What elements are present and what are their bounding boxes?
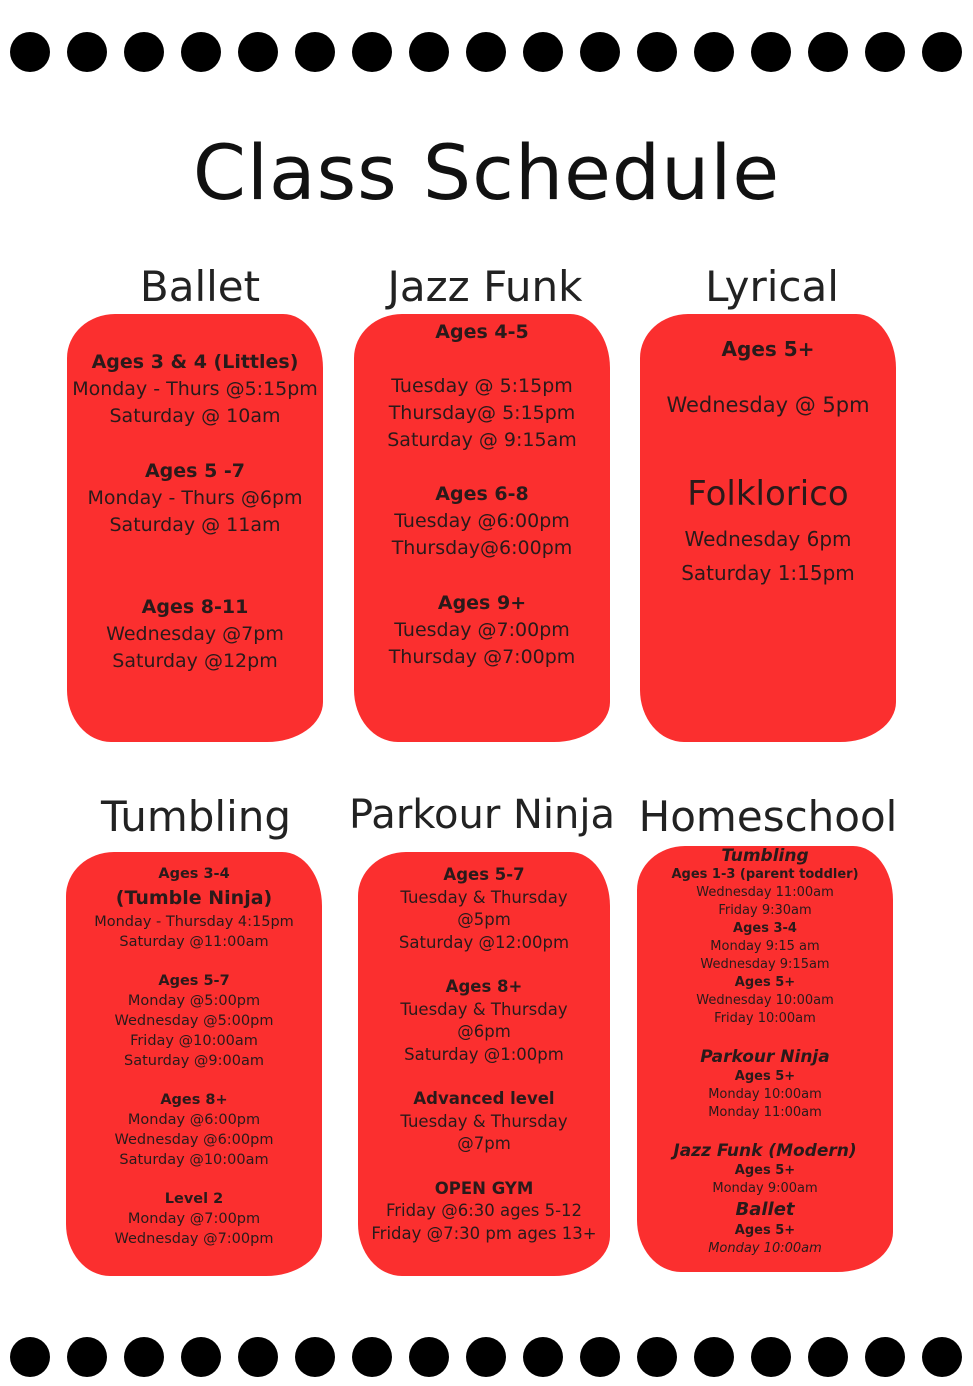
tumbling-age-group: Ages 3-4 bbox=[158, 866, 230, 882]
heading-tumbling: Tumbling bbox=[100, 792, 292, 841]
homeschool-age-group: Ages 1-3 (parent toddler) bbox=[671, 867, 859, 882]
homeschool-time: Monday 10:00am bbox=[708, 1241, 822, 1256]
decorative-dot bbox=[694, 1337, 734, 1377]
ballet-time: Saturday @12pm bbox=[112, 650, 278, 672]
parkour-level: Advanced level bbox=[413, 1089, 555, 1108]
decorative-dot bbox=[523, 32, 563, 72]
page-title: Class Schedule bbox=[192, 128, 781, 217]
tumbling-time: Saturday @10:00am bbox=[119, 1152, 269, 1168]
homeschool-time: Wednesday 11:00am bbox=[696, 885, 834, 900]
decorative-dot bbox=[865, 1337, 905, 1377]
tumbling-time: Wednesday @5:00pm bbox=[114, 1013, 274, 1029]
decorative-dot bbox=[808, 1337, 848, 1377]
parkour-age-group: Ages 8+ bbox=[445, 977, 523, 996]
decorative-dot bbox=[466, 1337, 506, 1377]
jazz-funk-time: Thursday @7:00pm bbox=[388, 646, 576, 668]
homeschool-time: Monday 10:00am bbox=[708, 1087, 822, 1102]
homeschool-time: Friday 9:30am bbox=[718, 903, 812, 918]
homeschool-age-group: Ages 5+ bbox=[734, 1069, 796, 1084]
homeschool-class-tumbling: Tumbling bbox=[721, 846, 809, 866]
homeschool-time: Monday 11:00am bbox=[708, 1105, 822, 1120]
decorative-dot bbox=[637, 1337, 677, 1377]
top-dot-border bbox=[0, 32, 973, 72]
homeschool-time: Friday 10:00am bbox=[714, 1011, 816, 1026]
decorative-dot bbox=[637, 32, 677, 72]
ballet-age-group: Ages 3 & 4 (Littles) bbox=[91, 351, 299, 373]
parkour-time: Saturday @1:00pm bbox=[404, 1044, 564, 1064]
decorative-dot bbox=[808, 32, 848, 72]
jazz-funk-age-group: Ages 6-8 bbox=[435, 483, 529, 505]
tumbling-time: Monday - Thursday 4:15pm bbox=[94, 914, 294, 930]
decorative-dot bbox=[409, 32, 449, 72]
tumbling-level: Level 2 bbox=[164, 1191, 224, 1207]
jazz-funk-age-group: Ages 4-5 bbox=[435, 321, 529, 343]
decorative-dot bbox=[181, 1337, 221, 1377]
decorative-dot bbox=[922, 32, 962, 72]
ballet-time: Saturday @ 11am bbox=[109, 514, 281, 536]
folklorico-time: Wednesday 6pm bbox=[684, 527, 852, 551]
decorative-dot bbox=[580, 1337, 620, 1377]
homeschool-age-group: Ages 3-4 bbox=[733, 921, 797, 936]
decorative-dot bbox=[580, 32, 620, 72]
jazz-funk-time: Tuesday @6:00pm bbox=[394, 510, 570, 532]
decorative-dot bbox=[865, 32, 905, 72]
jazz-funk-time: Saturday @ 9:15am bbox=[387, 429, 577, 451]
folklorico-heading: Folklorico bbox=[687, 474, 849, 514]
decorative-dot bbox=[238, 32, 278, 72]
jazz-funk-time: Tuesday @ 5:15pm bbox=[391, 375, 573, 397]
jazz-funk-age-group: Ages 9+ bbox=[437, 592, 527, 614]
decorative-dot bbox=[751, 1337, 791, 1377]
homeschool-age-group: Ages 5+ bbox=[734, 1223, 796, 1238]
homeschool-time: Monday 9:00am bbox=[712, 1181, 818, 1196]
parkour-card bbox=[358, 852, 610, 1276]
parkour-time: @7pm bbox=[457, 1134, 511, 1153]
ballet-card bbox=[67, 314, 323, 742]
tumbling-time: Friday @10:00am bbox=[130, 1033, 258, 1049]
tumbling-time: Wednesday @7:00pm bbox=[114, 1231, 274, 1247]
heading-homeschool: Homeschool bbox=[638, 792, 898, 841]
decorative-dot bbox=[466, 32, 506, 72]
tumbling-age-group: Ages 5-7 bbox=[158, 973, 230, 989]
decorative-dot bbox=[67, 1337, 107, 1377]
homeschool-age-group: Ages 5+ bbox=[734, 1163, 796, 1178]
jazz-funk-time: Tuesday @7:00pm bbox=[394, 619, 570, 641]
jazz-funk-card bbox=[354, 314, 610, 742]
lyrical-age-group: Ages 5+ bbox=[721, 337, 815, 361]
jazz-funk-time: Thursday@ 5:15pm bbox=[388, 402, 576, 424]
decorative-dot bbox=[238, 1337, 278, 1377]
decorative-dot bbox=[124, 32, 164, 72]
parkour-time: Tuesday & Thursday bbox=[400, 999, 568, 1019]
heading-parkour-ninja: Parkour Ninja bbox=[348, 792, 615, 838]
ballet-age-group: Ages 5 -7 bbox=[144, 460, 246, 482]
homeschool-time: Wednesday 10:00am bbox=[696, 993, 834, 1008]
tumbling-card bbox=[66, 852, 322, 1276]
decorative-dot bbox=[181, 32, 221, 72]
open-gym-time: Friday @6:30 ages 5-12 bbox=[385, 1201, 583, 1220]
homeschool-age-group: Ages 5+ bbox=[734, 975, 796, 990]
decorative-dot bbox=[10, 1337, 50, 1377]
heading-ballet: Ballet bbox=[139, 262, 261, 311]
parkour-time: Tuesday & Thursday bbox=[400, 887, 568, 907]
bottom-dot-border bbox=[0, 1337, 973, 1377]
decorative-dot bbox=[352, 32, 392, 72]
tumbling-time: Monday @6:00pm bbox=[127, 1112, 261, 1128]
parkour-age-group: Ages 5-7 bbox=[443, 865, 525, 884]
parkour-time: Tuesday & Thursday bbox=[400, 1111, 568, 1131]
decorative-dot bbox=[295, 1337, 335, 1377]
lyrical-card bbox=[640, 314, 896, 742]
homeschool-card bbox=[637, 846, 893, 1272]
folklorico-time: Saturday 1:15pm bbox=[681, 561, 855, 585]
tumbling-time: Saturday @11:00am bbox=[119, 934, 269, 950]
decorative-dot bbox=[295, 32, 335, 72]
ballet-time: Monday - Thurs @5:15pm bbox=[72, 378, 318, 400]
tumbling-age-group: Ages 8+ bbox=[160, 1092, 228, 1108]
decorative-dot bbox=[922, 1337, 962, 1377]
homeschool-time: Wednesday 9:15am bbox=[700, 957, 830, 972]
tumbling-time: Saturday @9:00am bbox=[123, 1053, 265, 1069]
tumbling-time: Monday @5:00pm bbox=[127, 993, 261, 1009]
tumbling-time: Wednesday @6:00pm bbox=[114, 1132, 274, 1148]
ballet-time: Saturday @ 10am bbox=[109, 405, 281, 427]
decorative-dot bbox=[751, 32, 791, 72]
ballet-time: Monday - Thurs @6pm bbox=[87, 487, 303, 509]
lyrical-time: Wednesday @ 5pm bbox=[666, 393, 870, 417]
homeschool-time: Monday 9:15 am bbox=[710, 939, 820, 954]
decorative-dot bbox=[352, 1337, 392, 1377]
heading-lyrical: Lyrical bbox=[705, 262, 839, 311]
tumbling-time: Monday @7:00pm bbox=[127, 1211, 261, 1227]
homeschool-class-ballet: Ballet bbox=[735, 1199, 795, 1220]
ballet-age-group: Ages 8-11 bbox=[141, 596, 249, 618]
homeschool-class-parkour: Parkour Ninja bbox=[700, 1047, 830, 1067]
parkour-time: @5pm bbox=[457, 910, 511, 929]
decorative-dot bbox=[409, 1337, 449, 1377]
homeschool-class-jazz-funk: Jazz Funk (Modern) bbox=[673, 1141, 857, 1161]
parkour-time: @6pm bbox=[457, 1022, 511, 1041]
decorative-dot bbox=[67, 32, 107, 72]
open-gym-time: Friday @7:30 pm ages 13+ bbox=[371, 1223, 597, 1243]
decorative-dot bbox=[124, 1337, 164, 1377]
jazz-funk-time: Thursday@6:00pm bbox=[391, 537, 573, 559]
decorative-dot bbox=[10, 32, 50, 72]
open-gym-label: OPEN GYM bbox=[434, 1178, 534, 1198]
tumbling-class-name: (Tumble Ninja) bbox=[115, 887, 273, 909]
heading-jazz-funk: Jazz Funk bbox=[387, 262, 583, 311]
decorative-dot bbox=[523, 1337, 563, 1377]
parkour-time: Saturday @12:00pm bbox=[398, 932, 570, 952]
decorative-dot bbox=[694, 32, 734, 72]
ballet-time: Wednesday @7pm bbox=[106, 623, 284, 645]
